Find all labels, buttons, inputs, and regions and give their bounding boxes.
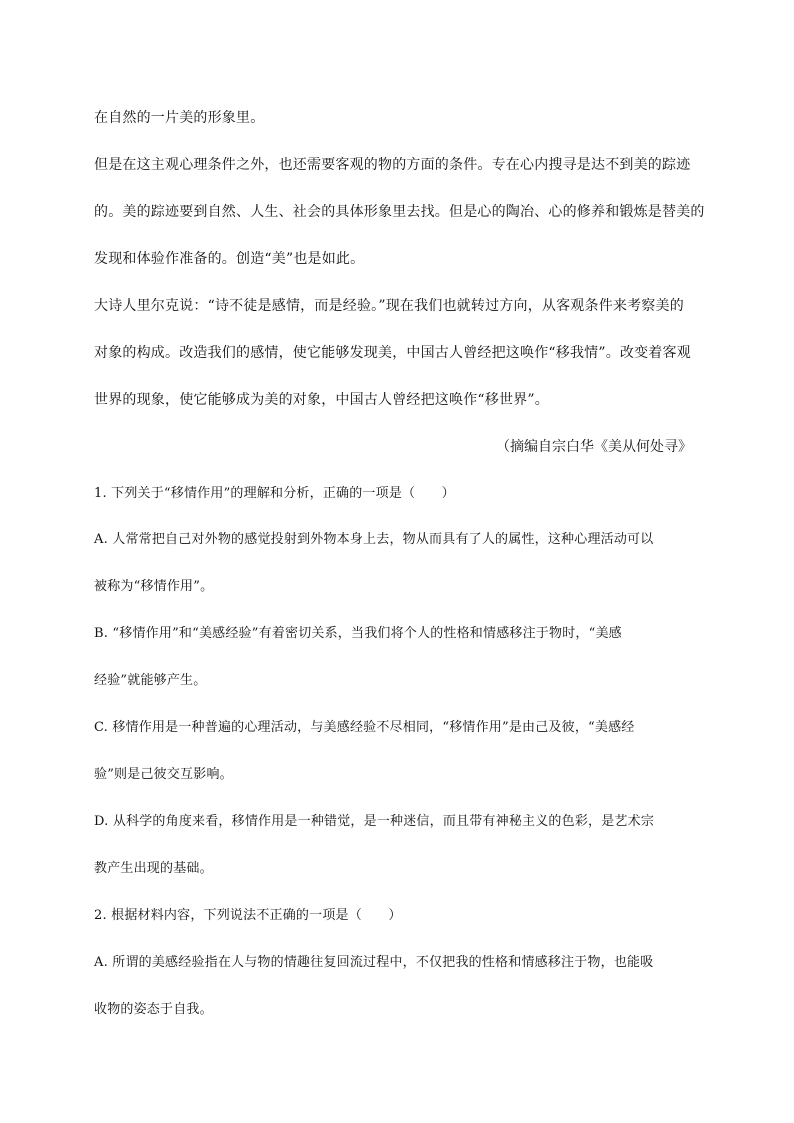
- question-2-option-a-line-2: 收物的姿态于自我。: [94, 1002, 213, 1017]
- source-citation: （摘编自宗白华《美从何处寻》: [496, 439, 692, 455]
- question-1-option-b-line-1: B. “移情作用”和“美感经验”有着密切关系，当我们将个人的性格和情感移注于物时，“美感: [94, 626, 622, 641]
- passage-line-1: 在自然的一片美的形象里。: [94, 110, 265, 126]
- question-1-option-a-line-2: 被称为“移情作用”。: [94, 579, 214, 594]
- question-1-option-a-line-1: A. 人常常把自己对外物的感觉投射到外物本身上去，物从而具有了人的属性，这种心理活动可以: [94, 532, 654, 547]
- passage-line-6: 对象的构成。改造我们的感情，使它能够发现美，中国古人曾经把这唤作“移我情”。改变着客观: [94, 345, 691, 361]
- question-2-stem: 2. 根据材料内容，下列说法不正确的一项是（ ）: [94, 908, 402, 923]
- question-1-stem: 1. 下列关于“移情作用”的理解和分析，正确的一项是（ ）: [94, 486, 455, 501]
- question-1-option-b-line-2: 经验”就能够产生。: [94, 673, 207, 688]
- passage-line-3: 的。美的踪迹要到自然、人生、社会的具体形象里去找。但是心的陶冶、心的修养和锻炼是替美的: [94, 204, 705, 220]
- question-1-option-c-line-2: 验”则是己彼交互影响。: [94, 767, 233, 782]
- question-2-option-a-line-1: A. 所谓的美感经验指在人与物的情趣往复回流过程中，不仅把我的性格和情感移注于物，也能吸: [94, 955, 654, 970]
- passage-line-5: 大诗人里尔克说：“诗不徒是感情，而是经验。”现在我们也就转过方向，从客观条件来考察美的: [94, 298, 684, 314]
- passage-line-7: 世界的现象，使它能够成为美的对象，中国古人曾经把这唤作“移世界”。: [94, 392, 549, 408]
- passage-line-2: 但是在这主观心理条件之外，也还需要客观的物的方面的条件。专在心内搜寻是达不到美的踪迹: [94, 157, 691, 173]
- question-1-option-c-line-1: C. 移情作用是一种普遍的心理活动，与美感经验不尽相同，“移情作用”是由己及彼，“美感经: [94, 720, 635, 735]
- passage-line-4: 发现和体验作准备的。创造“美”也是如此。: [94, 251, 365, 267]
- question-1-option-d-line-1: D. 从科学的角度来看，移情作用是一种错觉，是一种迷信，而且带有神秘主义的色彩，是艺术宗: [94, 814, 655, 829]
- question-1-option-d-line-2: 教产生出现的基础。: [94, 861, 213, 876]
